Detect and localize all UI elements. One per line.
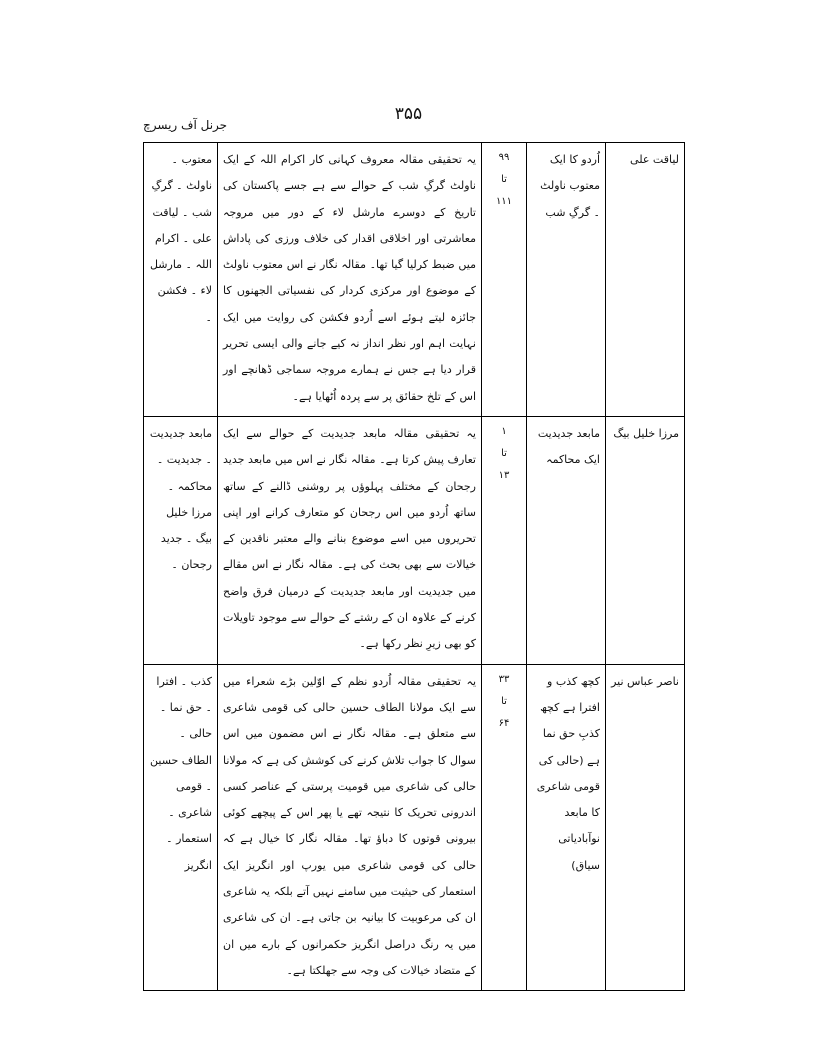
page-header — [143, 104, 674, 138]
page-end: ۶۴ — [498, 717, 510, 729]
page-start: ۳۳ — [498, 673, 510, 685]
keywords-cell: کذب ۔ افترا ۔ حق نما ۔ حالی ۔ الطاف حسین ۔ قومی شاعری ۔ استعمار ۔ انگریز — [144, 664, 218, 991]
keywords-cell: معتوب ۔ ناولٹ ۔ گرگِ شب ۔ لیاقت علی ۔ اکرام اللہ ۔ مارشل لاء ۔ فکشن ۔ — [144, 143, 218, 417]
page-to: تا — [501, 695, 507, 707]
table-row — [144, 664, 685, 991]
pages-cell — [482, 416, 527, 664]
abstract-cell: یہ تحقیقی مقالہ اُردو نظم کے اوّلین بڑے شعراء میں سے ایک مولانا الطاف حسین حالی کی قومی شاعری سے متعلق ہے۔ مقالہ نگار نے اس مضمون میں اس سوال کا جواب تلاش کرنے کی کوشش کی ہے کہ مولانا حالی کی شاعری میں قومیت پرستی کے عناصر کسی اندرونی تحریک کا نتیجہ تھے یا پھر اس کے پیچھے کوئی بیرونی قوتوں کا دباؤ تھا۔ مقالہ نگار کا خیال ہے کہ حالی کی قومی شاعری میں یورپ اور انگریز ایک استعمار کی حیثیت میں سامنے نہیں آتے بلکہ یہ شاعری ان کی مرعوبیت کا بیانیہ بن جاتی ہے۔ ان کی شاعری میں یہ رنگ دراصل انگریز حکمرانوں کے بارے میں ان کے متضاد خیالات کی وجہ سے جھلکتا ہے۔ — [218, 664, 482, 991]
page-to: تا — [501, 174, 507, 185]
author-cell: لیاقت علی — [606, 143, 685, 417]
page-start: ۹۹ — [498, 152, 510, 163]
pages-cell — [482, 143, 527, 417]
page-start: ۱ — [501, 425, 507, 437]
abstract-cell: یہ تحقیقی مقالہ معروف کہانی کار اکرام اللہ کے ایک ناولٹ گرگِ شب کے حوالے سے ہے جسے پاکستان کی تاریخ کے دوسرے مارشل لاء کے دور میں مروجہ معاشرتی اور اخلاقی اقدار کی خلاف ورزی کی پاداش میں ضبط کرلیا گیا تھا۔ مقالہ نگار نے اس معتوب ناولٹ کے موضوع اور مرکزی کردار کی نفسیاتی الجھنوں کا جائزہ لیتے ہوئے اسے اُردو فکشن کی روایت میں ایک نہایت اہم اور نظر انداز نہ کیے جانے والی ایسی تحریر قرار دیا ہے جس نے ہمارے مروجہ سماجی ڈھانچے اور اس کے تلخ حقائق پر سے پردہ اُٹھایا ہے۔ — [218, 143, 482, 417]
title-cell: کچھ کذب و افترا ہے کچھ کذبِ حق نما ہے (حالی کی قومی شاعری کا مابعد نوآبادیاتی سیاق) — [527, 664, 606, 991]
author-cell: مرزا خلیل بیگ — [606, 416, 685, 664]
keywords-cell: مابعد جدیدیت ۔ جدیدیت ۔ محاکمہ ۔ مرزا خلیل بیگ ۔ جدید رجحان ۔ — [144, 416, 218, 664]
article-index-table — [143, 142, 685, 991]
author-cell: ناصر عباس نیر — [606, 664, 685, 991]
page-to: تا — [501, 447, 507, 459]
title-cell: مابعد جدیدیت ایک محاکمہ — [527, 416, 606, 664]
journal-title: جرنل آف ریسرچ — [143, 118, 228, 132]
page-end: ۱۳ — [498, 469, 510, 481]
abstract-cell: یہ تحقیقی مقالہ مابعد جدیدیت کے حوالے سے ایک تعارف پیش کرتا ہے۔ مقالہ نگار نے اس میں مابعد جدید رجحان کے مختلف پہلوؤں پر روشنی ڈالنے کے ساتھ ساتھ اُردو میں اس رجحان کو متعارف کرانے اور اپنی تحریروں میں اسے موضوع بنانے والے معتبر ناقدین کے خیالات سے بھی بحث کی ہے۔ مقالہ نگار نے اس مقالے میں جدیدیت اور مابعد جدیدیت کے درمیان فرق واضح کرنے کے علاوہ ان کے رشتے کے حوالے سے موجود تاویلات کو بھی زیرِ نظر رکھا ہے۔ — [218, 416, 482, 664]
pages-cell — [482, 664, 527, 991]
title-cell: اُردو کا ایک معتوب ناولٹ ۔ گرگِ شب — [527, 143, 606, 417]
table-row — [144, 143, 685, 417]
page-end: ۱۱۱ — [495, 196, 513, 207]
table-row — [144, 416, 685, 664]
page-number: ۳۵۵ — [394, 104, 423, 124]
